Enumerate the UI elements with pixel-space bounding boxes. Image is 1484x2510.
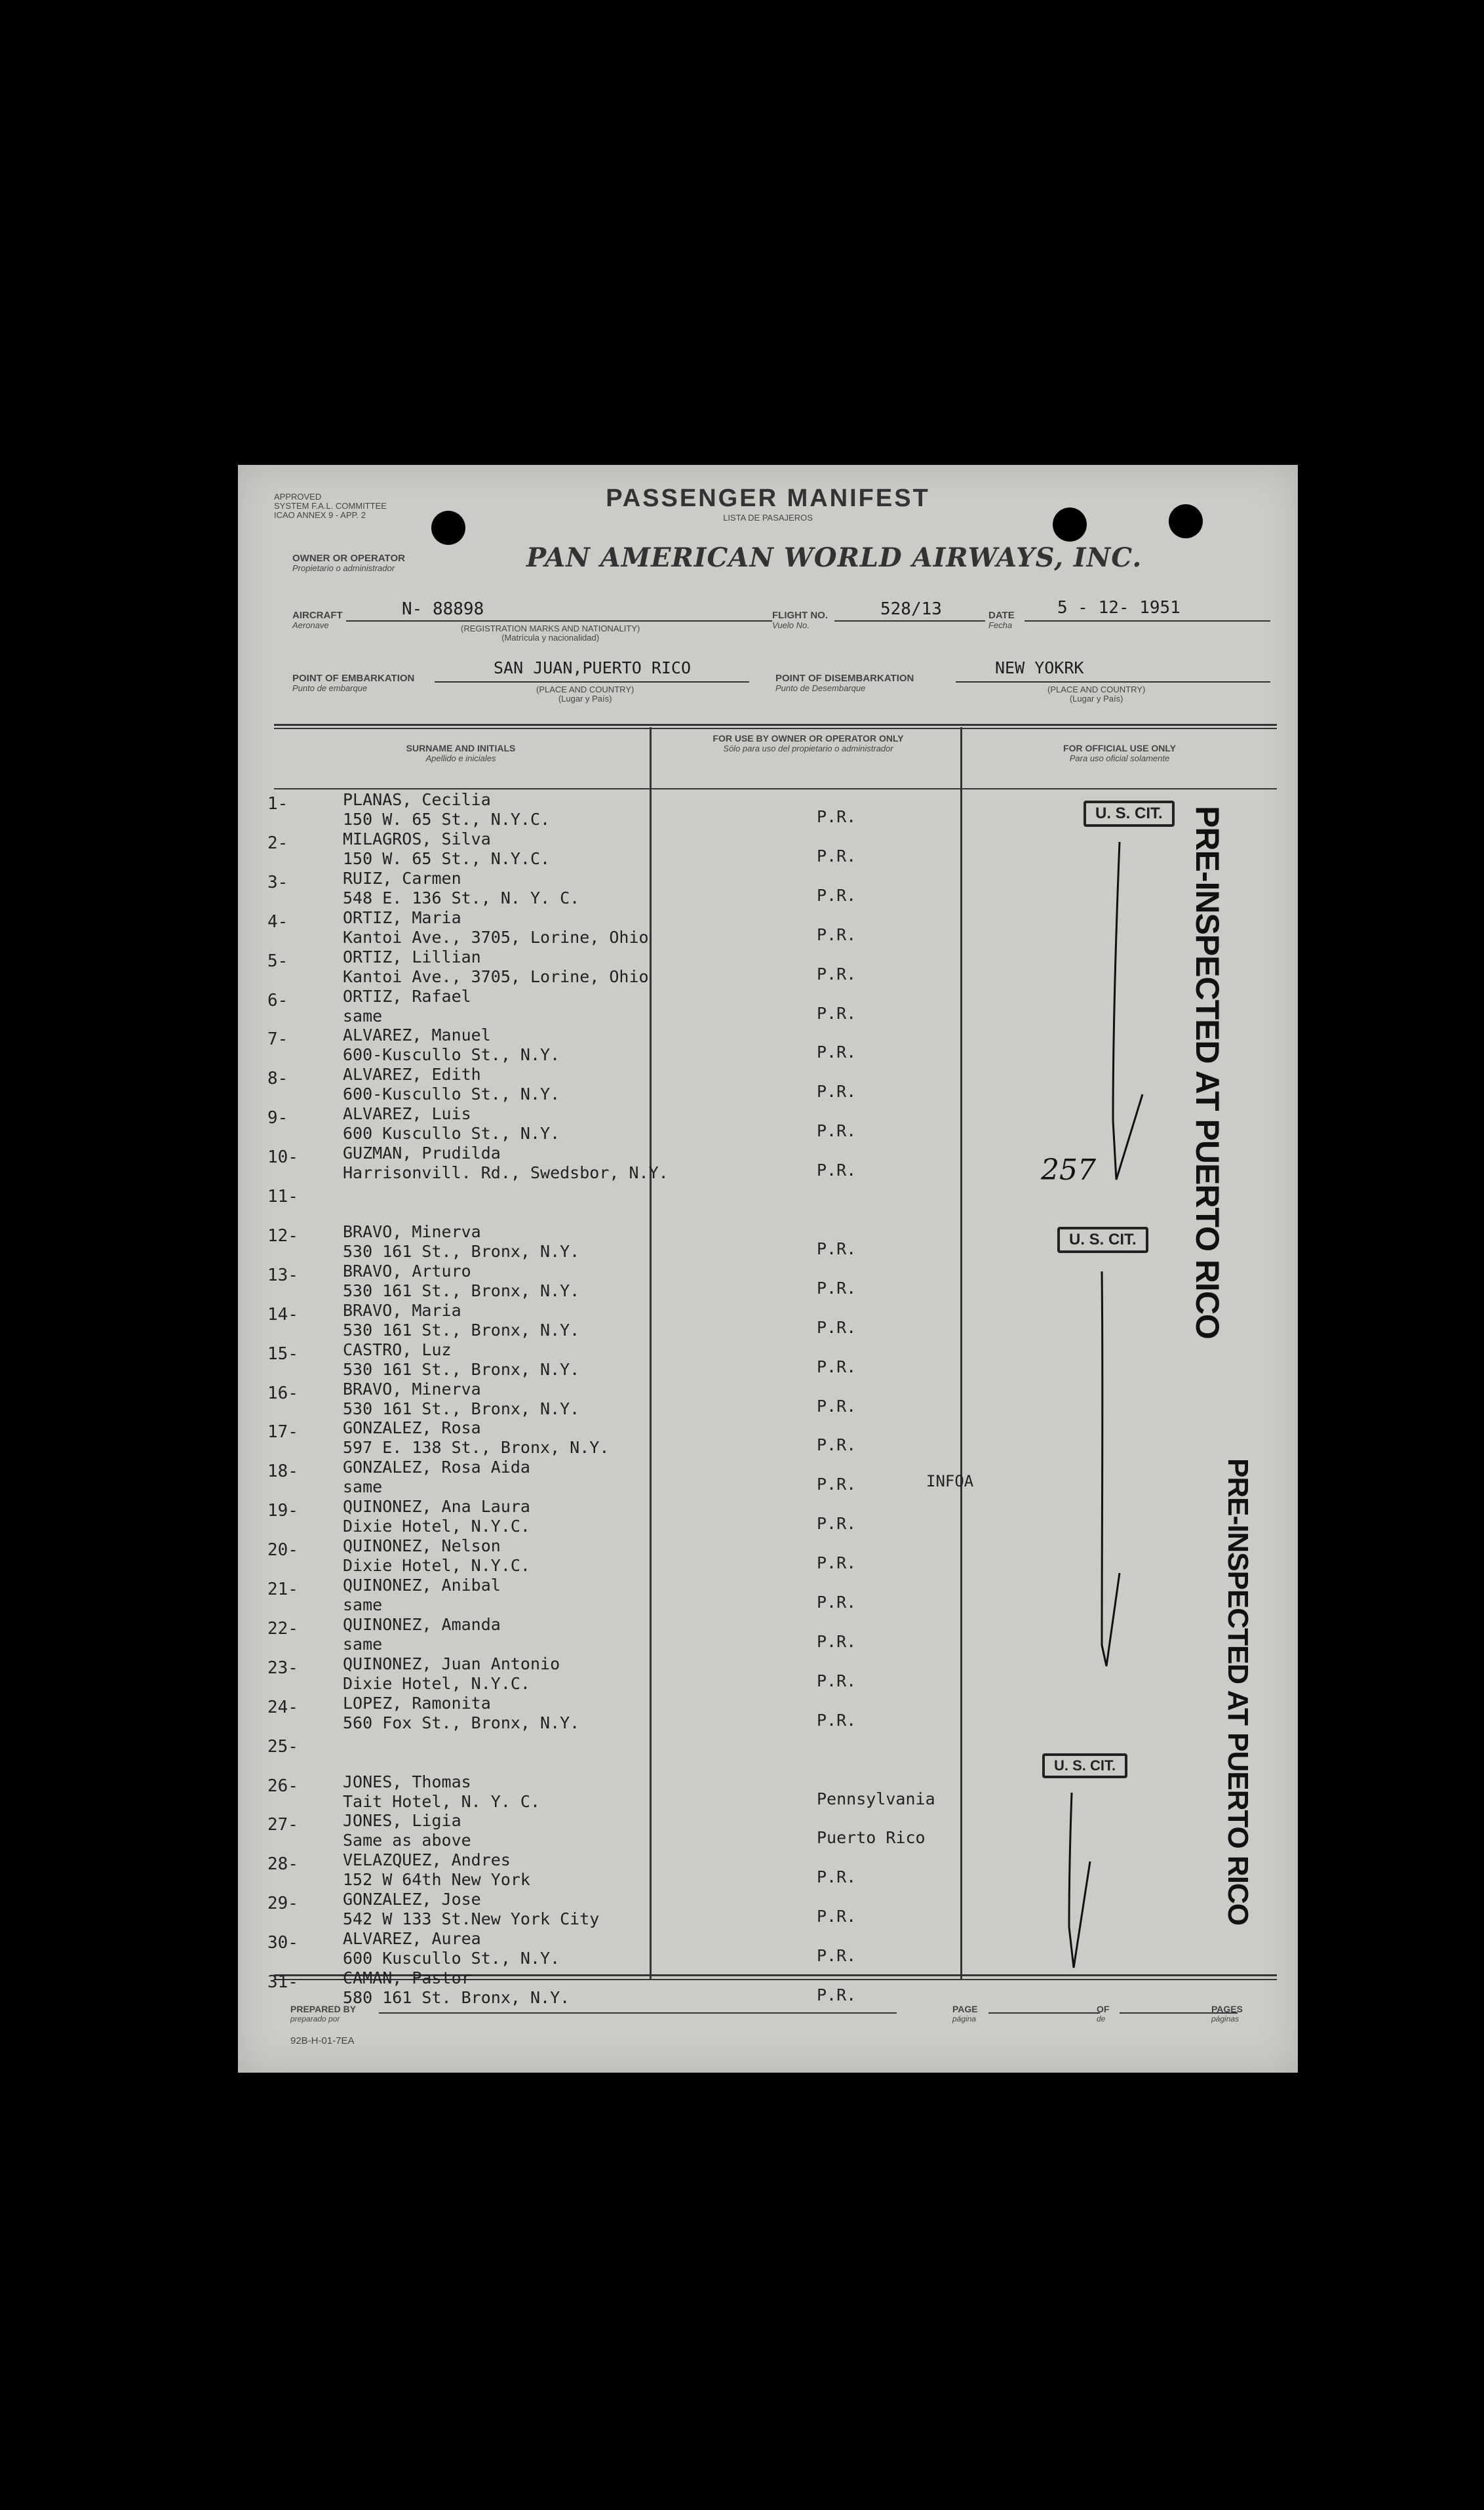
- operator-note: P.R.: [817, 1907, 857, 1926]
- passenger-name: CAMAN, Pastor: [343, 1968, 471, 1987]
- passenger-name: GONZALEZ, Rosa Aida: [343, 1458, 530, 1477]
- disembark-label: POINT OF DISEMBARKATION Punto de Desembarque: [775, 673, 914, 693]
- passenger-address: 600-Kuscullo St., N.Y.: [343, 1045, 560, 1065]
- operator-note: P.R.: [817, 1671, 857, 1690]
- passenger-name: JONES, Thomas: [343, 1772, 471, 1791]
- row-number: 20-: [267, 1540, 298, 1561]
- row-number: 17-: [267, 1422, 298, 1443]
- operator-note: P.R.: [817, 925, 857, 944]
- operator-note: P.R.: [817, 1082, 857, 1102]
- form-code: 92B-H-01-7EA: [290, 2035, 355, 2046]
- row-number: 30-: [267, 1933, 298, 1953]
- table-row: [267, 1497, 1277, 1536]
- airline-name: PAN AMERICAN WORLD AIRWAYS, INC.: [526, 542, 1142, 573]
- passenger-name: VELAZQUEZ, Andres: [343, 1850, 511, 1870]
- date-value: 5 - 12- 1951: [1057, 598, 1181, 618]
- passenger-name: QUINONEZ, Juan Antonio: [343, 1654, 560, 1673]
- table-row: [267, 947, 1277, 987]
- operator-note: Puerto Rico: [817, 1828, 926, 1848]
- pages-label: PAGES páginas: [1211, 2004, 1243, 2023]
- passenger-address: 548 E. 136 St., N. Y. C.: [343, 888, 580, 907]
- table-row: [267, 1850, 1277, 1890]
- row-number: 9-: [267, 1108, 288, 1128]
- flight-underline: [834, 620, 985, 622]
- passenger-name: BRAVO, Maria: [343, 1300, 461, 1320]
- header-bottom-rule: [274, 788, 1277, 789]
- date-label: DATE Fecha: [988, 610, 1015, 630]
- column-header-official: FOR OFFICIAL USE ONLY Para uso oficial solamente: [1063, 743, 1176, 763]
- page-subtitle: LISTA DE PASAJEROS: [723, 513, 813, 523]
- row-number: 14-: [267, 1304, 298, 1325]
- passenger-address: 542 W 133 St.New York City: [343, 1909, 600, 1929]
- table-row: [267, 908, 1277, 947]
- passenger-name: ALVAREZ, Aurea: [343, 1929, 481, 1949]
- passenger-name: ORTIZ, Rafael: [343, 986, 471, 1006]
- row-number: 28-: [267, 1854, 298, 1875]
- table-row: [267, 1183, 1277, 1222]
- operator-note: P.R.: [817, 807, 857, 826]
- row-number: 5-: [267, 951, 288, 971]
- table-top-rule-2: [274, 728, 1277, 729]
- row-number: 1-: [267, 794, 288, 814]
- table-row: [267, 1929, 1277, 1968]
- operator-note: P.R.: [817, 1003, 857, 1023]
- passenger-address: 560 Fox St., Bronx, N.Y.: [343, 1713, 580, 1732]
- passenger-name: JONES, Ligia: [343, 1811, 461, 1831]
- passenger-address: Dixie Hotel, N.Y.C.: [343, 1556, 530, 1576]
- passenger-name: CASTRO, Luz: [343, 1340, 452, 1359]
- operator-note: P.R.: [817, 846, 857, 866]
- passenger-name: GONZALEZ, Rosa: [343, 1418, 481, 1438]
- table-row: [267, 1380, 1277, 1419]
- row-number: 18-: [267, 1462, 298, 1482]
- passenger-address: 597 E. 138 St., Bronx, N.Y.: [343, 1438, 610, 1458]
- row-number: 24-: [267, 1697, 298, 1717]
- table-row: [267, 1340, 1277, 1380]
- passenger-name: ALVAREZ, Edith: [343, 1065, 481, 1085]
- table-row: [267, 1262, 1277, 1301]
- us-citizen-stamp: U. S. CIT.: [1084, 801, 1175, 827]
- owner-label: OWNER OR OPERATOR Propietario o administrador: [292, 553, 405, 573]
- row-number: 3-: [267, 872, 288, 892]
- table-row: [267, 1890, 1277, 1929]
- table-row: [267, 1576, 1277, 1615]
- aircraft-caption: (REGISTRATION MARKS AND NATIONALITY) (Matrícula y nacionalidad): [461, 624, 640, 643]
- flight-value: 528/13: [880, 599, 942, 619]
- row-number: 16-: [267, 1383, 298, 1403]
- operator-note: P.R.: [817, 1161, 857, 1180]
- operator-note: P.R.: [817, 1043, 857, 1062]
- passenger-name: GUZMAN, Prudilda: [343, 1144, 501, 1163]
- passenger-name: QUINONEZ, Amanda: [343, 1614, 501, 1634]
- operator-note: P.R.: [817, 964, 857, 984]
- table-top-rule: [274, 724, 1277, 726]
- passenger-address: 530 161 St., Bronx, N.Y.: [343, 1241, 580, 1261]
- embark-underline: [435, 681, 749, 683]
- table-row: [267, 1301, 1277, 1340]
- passenger-address: same: [343, 1595, 383, 1614]
- operator-note: P.R.: [817, 1121, 857, 1141]
- date-underline: [1025, 620, 1270, 622]
- passenger-address: same: [343, 1477, 383, 1497]
- passenger-address: same: [343, 1634, 383, 1654]
- operator-note: P.R.: [817, 1435, 857, 1455]
- operator-note: P.R.: [817, 1710, 857, 1730]
- passenger-address: Kantoi Ave., 3705, Lorine, Ohio: [343, 966, 649, 986]
- operator-note-extra: INFOA: [926, 1472, 974, 1491]
- row-number: 29-: [267, 1894, 298, 1914]
- preinspected-stamp: PRE-INSPECTED AT PUERTO RICO: [1222, 1458, 1254, 1925]
- passenger-address: Same as above: [343, 1831, 471, 1850]
- table-row: [267, 987, 1277, 1026]
- passenger-address: 530 161 St., Bronx, N.Y.: [343, 1359, 580, 1379]
- embark-value: SAN JUAN,PUERTO RICO: [494, 658, 692, 677]
- passenger-address: Tait Hotel, N. Y. C.: [343, 1791, 541, 1811]
- table-row: [267, 1104, 1277, 1144]
- row-number: 15-: [267, 1344, 298, 1364]
- operator-note: P.R.: [817, 1239, 857, 1258]
- page-label: PAGE página: [952, 2004, 978, 2023]
- table-row: [267, 1536, 1277, 1576]
- handwritten-number: 257: [1041, 1153, 1096, 1187]
- row-number: 12-: [267, 1225, 298, 1246]
- row-number: 13-: [267, 1265, 298, 1285]
- passenger-name: ORTIZ, Lillian: [343, 947, 481, 966]
- operator-note: P.R.: [817, 1553, 857, 1573]
- row-number: 6-: [267, 990, 288, 1010]
- preinspected-stamp: PRE-INSPECTED AT PUERTO RICO: [1189, 806, 1226, 1339]
- column-header-operator: FOR USE BY OWNER OR OPERATOR ONLY Sólo para uso del propietario o administrador: [713, 733, 904, 753]
- operator-note: Pennsylvania: [817, 1789, 935, 1808]
- operator-note: P.R.: [817, 1317, 857, 1337]
- aircraft-value: N- 88898: [402, 599, 484, 619]
- passenger-address: 530 161 St., Bronx, N.Y.: [343, 1399, 580, 1418]
- operator-note: P.R.: [817, 1396, 857, 1416]
- row-number: 25-: [267, 1736, 298, 1757]
- row-number: 11-: [267, 1187, 298, 1206]
- passenger-name: RUIZ, Carmen: [343, 868, 461, 888]
- row-number: 27-: [267, 1815, 298, 1835]
- passenger-address: 600 Kuscullo St., N.Y.: [343, 1949, 560, 1968]
- passenger-name: BRAVO, Minerva: [343, 1379, 481, 1399]
- passenger-address: 600 Kuscullo St., N.Y.: [343, 1124, 560, 1144]
- us-citizen-stamp: U. S. CIT.: [1057, 1227, 1148, 1253]
- passenger-address: Kantoi Ave., 3705, Lorine, Ohio: [343, 927, 649, 947]
- table-row: [267, 829, 1277, 869]
- passenger-address: 152 W 64th New York: [343, 1870, 530, 1890]
- operator-note: P.R.: [817, 1593, 857, 1612]
- passenger-name: ORTIZ, Maria: [343, 907, 461, 927]
- passenger-address: same: [343, 1006, 383, 1026]
- passenger-name: ALVAREZ, Luis: [343, 1104, 471, 1124]
- table-row: [267, 1144, 1277, 1183]
- operator-note: P.R.: [817, 1946, 857, 1966]
- column-header-names: SURNAME AND INITIALS Apellido e iniciales: [406, 743, 516, 763]
- row-number: 19-: [267, 1501, 298, 1521]
- embark-caption: (PLACE AND COUNTRY) (Lugar y País): [536, 685, 635, 704]
- aircraft-label: AIRCRAFT Aeronave: [292, 610, 343, 630]
- disembark-value: NEW YOKRK: [995, 658, 1084, 677]
- manifest-sheet: [238, 465, 1298, 2073]
- operator-note: P.R.: [817, 1867, 857, 1887]
- table-row: [267, 1615, 1277, 1654]
- passenger-name: PLANAS, Cecilia: [343, 790, 491, 809]
- table-row: [267, 1418, 1277, 1458]
- row-number: 23-: [267, 1658, 298, 1678]
- flight-label: FLIGHT NO. Vuelo No.: [772, 610, 828, 630]
- table-row: [267, 1458, 1277, 1497]
- row-number: 10-: [267, 1147, 298, 1168]
- passenger-address: 150 W. 65 St., N.Y.C.: [343, 848, 551, 868]
- passenger-address: 530 161 St., Bronx, N.Y.: [343, 1320, 580, 1340]
- page-line: [988, 2012, 1100, 2014]
- passenger-name: QUINONEZ, Anibal: [343, 1576, 501, 1595]
- passenger-address: 580 161 St. Bronx, N.Y.: [343, 1988, 570, 2007]
- operator-note: P.R.: [817, 1357, 857, 1376]
- row-number: 2-: [267, 833, 288, 853]
- approval-note: APPROVED SYSTEM F.A.L. COMMITTEE ICAO ANNEX 9 - APP. 2: [274, 492, 387, 520]
- table-row: [267, 1694, 1277, 1733]
- passenger-address: Harrisonvill. Rd., Swedsbor, N.Y.: [343, 1163, 669, 1183]
- us-citizen-stamp: U. S. CIT.: [1042, 1753, 1127, 1778]
- row-number: 26-: [267, 1776, 298, 1796]
- passenger-name: ALVAREZ, Manuel: [343, 1026, 491, 1045]
- table-row: [267, 1065, 1277, 1104]
- disembark-caption: (PLACE AND COUNTRY) (Lugar y País): [1047, 685, 1146, 704]
- table-row: [267, 869, 1277, 908]
- row-number: 22-: [267, 1618, 298, 1639]
- table-row: [267, 1026, 1277, 1065]
- prepared-by-line: [379, 2012, 897, 2014]
- passenger-name: QUINONEZ, Nelson: [343, 1536, 501, 1556]
- operator-note: P.R.: [817, 885, 857, 905]
- page-title: PASSENGER MANIFEST: [606, 485, 930, 512]
- table-row: [267, 1811, 1277, 1850]
- passenger-name: GONZALEZ, Jose: [343, 1890, 481, 1909]
- passenger-address: 600-Kuscullo St., N.Y.: [343, 1085, 560, 1104]
- disembark-underline: [956, 681, 1270, 683]
- operator-note: P.R.: [817, 1278, 857, 1298]
- operator-note: P.R.: [817, 1631, 857, 1651]
- row-number: 8-: [267, 1069, 288, 1089]
- table-row: [267, 1968, 1277, 2008]
- passenger-address: Dixie Hotel, N.Y.C.: [343, 1517, 530, 1536]
- passenger-name: QUINONEZ, Ana Laura: [343, 1497, 530, 1517]
- row-number: 21-: [267, 1580, 298, 1599]
- passenger-address: 530 161 St., Bronx, N.Y.: [343, 1281, 580, 1300]
- operator-note: P.R.: [817, 1514, 857, 1534]
- row-number: 7-: [267, 1029, 288, 1050]
- passenger-address: Dixie Hotel, N.Y.C.: [343, 1673, 530, 1693]
- prepared-by-label: PREPARED BY preparado por: [290, 2004, 357, 2023]
- embark-label: POINT OF EMBARKATION Punto de embarque: [292, 673, 415, 693]
- passenger-name: MILAGROS, Silva: [343, 829, 491, 848]
- table-row: [267, 1654, 1277, 1694]
- passenger-name: LOPEZ, Ramonita: [343, 1693, 491, 1713]
- of-label: OF de: [1097, 2004, 1110, 2023]
- passenger-address: 150 W. 65 St., N.Y.C.: [343, 810, 551, 829]
- row-number: 4-: [267, 911, 288, 932]
- passenger-name: BRAVO, Minerva: [343, 1222, 481, 1241]
- passenger-name: BRAVO, Arturo: [343, 1261, 471, 1281]
- row-number: 31-: [267, 1972, 298, 1992]
- operator-note: P.R.: [817, 1985, 857, 2004]
- aircraft-underline: [346, 620, 772, 622]
- operator-note: P.R.: [817, 1475, 857, 1494]
